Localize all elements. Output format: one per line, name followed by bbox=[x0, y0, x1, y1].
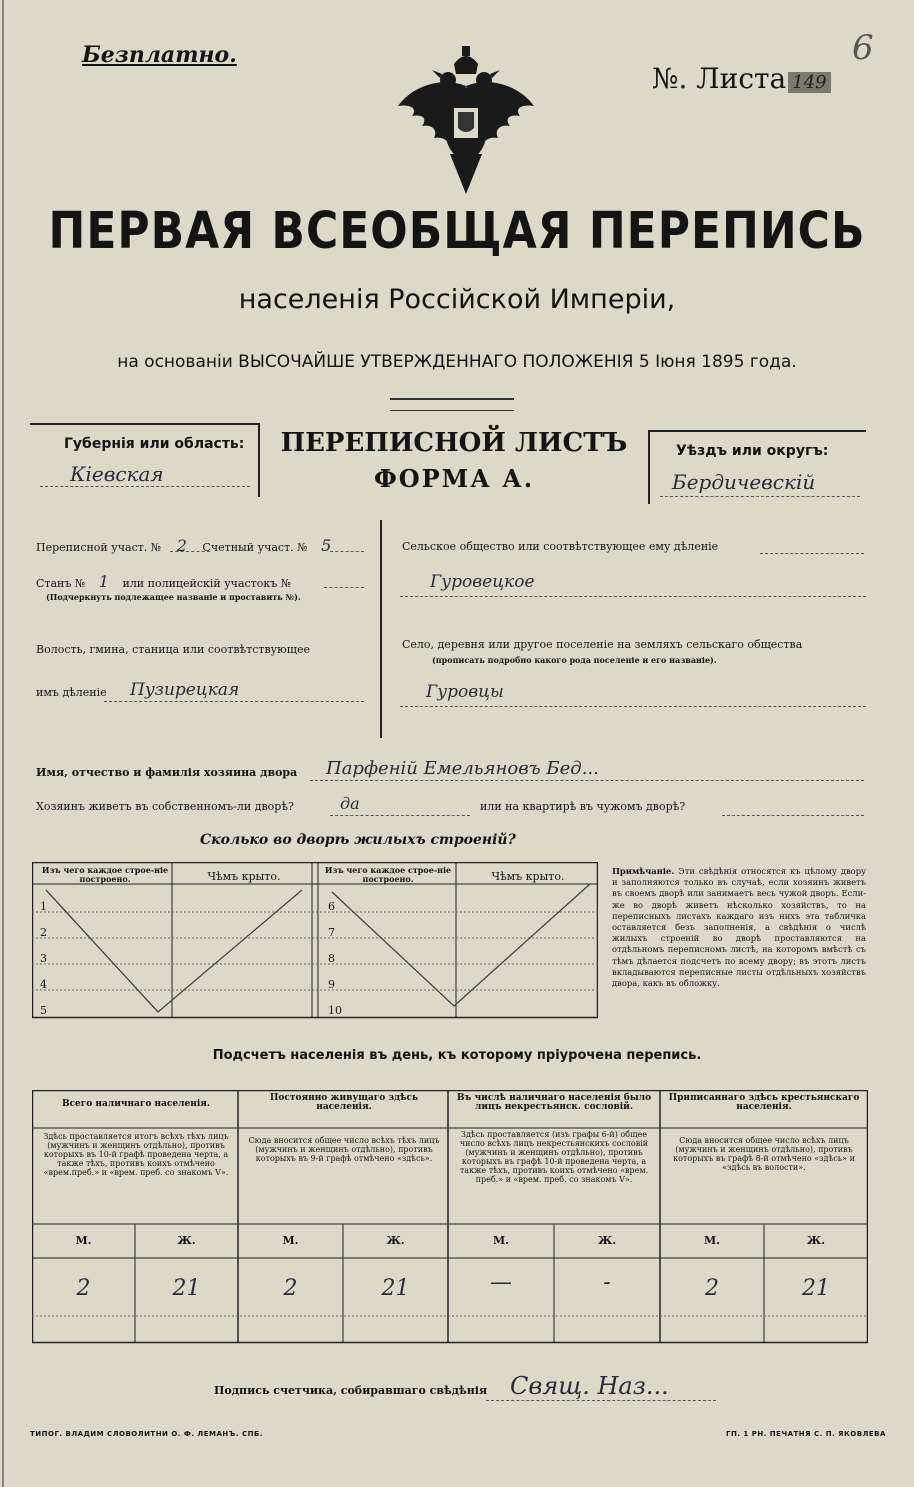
sheet-number-value: 149 bbox=[788, 72, 830, 93]
village-label: Село, деревня или другое поселеніе на земляхъ сельскаго общества bbox=[402, 638, 803, 651]
m-label-2: М. bbox=[282, 1234, 299, 1247]
m-label-4: М. bbox=[703, 1234, 720, 1247]
group-head-3: Въ числѣ наличнаго населенія было лицъ некрестьянск. сословій. bbox=[456, 1093, 652, 1112]
census-area-value: 2 bbox=[176, 536, 187, 555]
signature-value: Свящ. Наз... bbox=[510, 1372, 669, 1400]
col-material-right: Изъ чего каждое строе-ніе построено. bbox=[324, 865, 452, 884]
census-area-row: Переписной участ. № 2 Счетный участ. № 5 bbox=[36, 536, 341, 555]
col-roof-left: Чѣмъ крыто. bbox=[207, 870, 281, 883]
col-material-left: Изъ чего каждое строе-ніе построено. bbox=[41, 865, 169, 884]
non-peasant-female: - bbox=[603, 1270, 611, 1295]
f-label-4: Ж. bbox=[806, 1234, 826, 1247]
owner-name-label: Имя, отчество и фамилія хозяина двора bbox=[36, 766, 298, 779]
rows-left: 1 2 3 4 5 bbox=[40, 900, 47, 1017]
group-head-2: Постоянно живущаго здѣсь населенія. bbox=[269, 1093, 419, 1112]
total-male: 2 bbox=[76, 1276, 91, 1301]
sheet-number-label: №. Листа 149 bbox=[652, 62, 831, 95]
volost-label: Волость, гмина, станица или соотвѣтствующее bbox=[36, 643, 310, 656]
signature-label: Подпись счетчика, собиравшаго свѣдѣнія bbox=[214, 1384, 488, 1397]
m-label-3: М. bbox=[492, 1234, 509, 1247]
non-peasant-male: — bbox=[490, 1270, 512, 1295]
volost-label-2: имъ дѣленіе bbox=[36, 686, 107, 699]
permanent-female: 21 bbox=[381, 1276, 410, 1301]
main-title: ПЕРВАЯ ВСЕОБЩАЯ ПЕРЕПИСЬ bbox=[48, 202, 866, 261]
group-desc-4: Сюда вносится общее число всѣхъ лицъ (мужчинъ и женщинъ отдѣльно), противъ которыхъ въ графѣ 8-й отмѣчено «здѣсь» и «здѣсь въ волости». bbox=[673, 1136, 855, 1172]
f-label-2: Ж. bbox=[386, 1234, 405, 1247]
buildings-table bbox=[32, 862, 598, 1022]
sheet-title: ПЕРЕПИСНОЙ ЛИСТЪ bbox=[280, 428, 628, 458]
corner-number: 6 bbox=[852, 28, 874, 68]
sheet-form: ФОРМА А. bbox=[373, 464, 535, 493]
group-desc-1: Здѣсь проставляется итогъ всѣхъ тѣхъ лицъ (мужчинъ и женщинъ отдѣльно), противъ которыхъ въ 10-й графѣ проведена черта, а также тѣхъ, противъ коихъ отмѣчено «врем.преб.» и «врем. преб. со знакомъ V». bbox=[43, 1132, 229, 1177]
ornament-divider bbox=[390, 398, 514, 411]
stan-row: Станъ № 1 или полицейскій участокъ № bbox=[36, 572, 292, 591]
permanent-male: 2 bbox=[283, 1276, 298, 1301]
group-desc-2: Сюда вносится общее число всѣхъ тѣхъ лицъ (мужчинъ и женщинъ отдѣльно), противъ которыхъ въ 9-й графѣ отмѣчено «здѣсь». bbox=[248, 1136, 440, 1163]
society-label: Сельское общество или соотвѣтствующее ему дѣленіе bbox=[402, 540, 719, 553]
count-title: Подсчетъ населенія въ день, къ которому пріурочена перепись. bbox=[212, 1048, 702, 1063]
province-label: Губернія или область: bbox=[64, 436, 245, 452]
province-value: Кіевская bbox=[70, 462, 164, 486]
group-desc-3: Здѣсь проставляется (изъ графы 6-й) общее число всѣхъ лицъ некрестьянскихъ сословій (мужчинъ и женщинъ отдѣльно), противъ которыхъ въ графѣ 10-й проведена черта, а также тѣхъ, противъ коихъ отмѣчено «врем. преб.» и «врем. преб. со знакомъ V». bbox=[459, 1130, 649, 1184]
total-female: 21 bbox=[172, 1276, 201, 1301]
village-note: (прописать подробно какого рода поселеніе и его названіе). bbox=[432, 655, 717, 665]
own-yard-value: да bbox=[340, 794, 360, 813]
underline-note: (Подчеркнуть подлежащее названіе и проставить №). bbox=[46, 592, 301, 602]
volost-value: Пузирецкая bbox=[130, 680, 240, 700]
m-label-1: М. bbox=[75, 1234, 92, 1247]
f-label-1: Ж. bbox=[177, 1234, 196, 1247]
buildings-question: Сколько во дворѣ жилыхъ строеній? bbox=[200, 832, 516, 848]
rent-yard-label: или на квартирѣ въ чужомъ дворѣ? bbox=[480, 800, 686, 813]
f-label-3: Ж. bbox=[597, 1234, 617, 1247]
village-value: Гуровцы bbox=[426, 682, 504, 702]
col-roof-right: Чѣмъ крыто. bbox=[491, 870, 565, 883]
rows-right: 6 7 8 9 10 bbox=[328, 900, 342, 1017]
stan-value: 1 bbox=[98, 572, 109, 591]
own-yard-label: Хозяинъ живетъ въ собственномъ-ли дворѣ? bbox=[36, 800, 294, 813]
count-table-grid bbox=[32, 1090, 868, 1344]
district-value: Бердичевскій bbox=[672, 470, 816, 494]
registered-male: 2 bbox=[705, 1276, 719, 1301]
society-value: Гуровецкое bbox=[430, 572, 535, 592]
free-label: Безплатно. bbox=[82, 42, 237, 68]
printer-right: ГП. 1 РН. ПЕЧАТНЯ С. П. ЯКОВЛЕВА bbox=[726, 1430, 886, 1438]
subtitle: населенія Россійской Имперіи, bbox=[238, 284, 676, 315]
imperial-eagle-emblem bbox=[392, 46, 540, 196]
printer-left: ТИПОГ. ВЛАДИМ СЛОВОЛИТНИ О. Ф. ЛЕМАНЪ. СПБ. bbox=[30, 1430, 263, 1438]
owner-name-value: Парфеній Емельяновъ Бед... bbox=[326, 758, 599, 779]
legal-basis: на основаніи ВЫСОЧАЙШЕ УТВЕРЖДЕННАГО ПОЛОЖЕНІЯ 5 Іюня 1895 года. bbox=[117, 352, 797, 372]
district-label: Уѣздъ или округъ: bbox=[676, 443, 829, 459]
registered-female: 21 bbox=[802, 1276, 830, 1301]
count-area-value: 5 bbox=[321, 536, 332, 555]
buildings-note: Примѣчаніе. Эти свѣдѣнія относятся къ цѣлому двору и заполняются только въ случаѣ, если хозяинъ живетъ въ своемъ дворѣ или занимаетъ весь чужой дворъ. Если-же во дворѣ живетъ нѣсколько хозяйствъ, то на переписныхъ листахъ каждаго изъ нихъ эта табличка оставляется безъ заполненія, а свѣдѣнія о числѣ жилыхъ строеній во дворѣ проставляются на отдѣльномъ переписномъ листѣ, на которомъ вмѣстѣ съ тѣмъ дѣлается подсчетъ по всему двору; въ этотъ листъ вкладываются переписные листы отдѣльныхъ хозяйствъ двора, какъ въ обложку. bbox=[612, 866, 867, 989]
group-head-4: Приписаннаго здѣсь крестьянскаго населенія. bbox=[668, 1093, 860, 1112]
group-head-1: Всего наличнаго населенія. bbox=[61, 1099, 211, 1109]
